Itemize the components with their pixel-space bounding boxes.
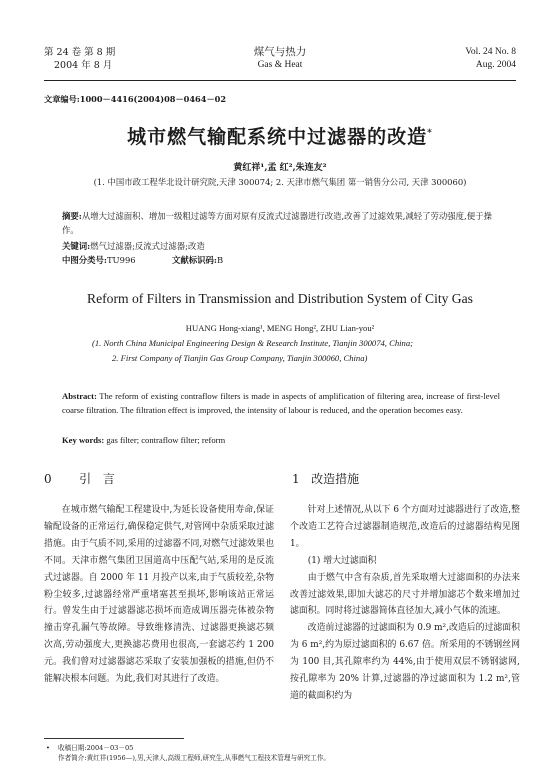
abstract-cn-label: 摘要: — [62, 211, 82, 221]
clc-label: 中图分类号: — [62, 255, 107, 265]
date-cn: 2004 年 8 月 — [54, 60, 113, 71]
keywords-cn-label: 关键词: — [62, 241, 91, 251]
keywords-cn — [62, 240, 205, 252]
title-cn — [0, 122, 560, 149]
section-0-title: 引 言 — [79, 472, 119, 486]
abstract-cn-text: 从增大过滤面积、增加一级粗过滤等方面对原有反流式过滤器进行改造,改善了过滤效果,减轻了劳动强度,便于操作。 — [62, 211, 492, 235]
title-cn-text: 城市燃气输配系统中过滤器的改造 — [127, 126, 428, 148]
document-code-value: B — [216, 255, 224, 265]
reform-paragraph-3: 改造前过滤器的过滤面积为 0.9 m²,改造后的过滤面积为 6 m²,约为原过滤面积的 6.67 倍。所采用的不锈钢丝网为 100 目,其孔隙率约为 44%,由于使用双层不锈钢滤网,按孔隙率为 20% 计算,过滤器的净过滤面积为 1.2 m²,管道的截面积约为 — [290, 623, 520, 701]
authors-cn: 黄红祥¹,孟 红²,朱连友² — [233, 163, 327, 173]
footnote-bullet: • — [46, 744, 50, 752]
title-footnote-mark: * — [427, 128, 433, 139]
abstract-cn — [62, 210, 498, 237]
left-column — [44, 502, 274, 688]
reform-paragraph-1: 针对上述情况,从以下 6 个方面对过滤器进行了改造,整个改造工艺符合过滤器制造规范,改造后的过滤器结构见图 1。 — [290, 505, 520, 549]
header-rule — [44, 80, 516, 81]
right-column — [290, 502, 520, 705]
header-right — [465, 46, 516, 72]
document-code — [172, 254, 223, 266]
keywords-en-label: Key words: — [62, 435, 105, 445]
title-en: Reform of Filters in Transmission and Distribution System of City Gas — [87, 291, 473, 306]
header-center — [44, 46, 516, 72]
subheading-increase-area: (1) 增大过滤面积 — [307, 555, 377, 566]
abstract-en-text: The reform of existing contraflow filters is made in aspects of amplification of filtering area, increase of first-level coarse filtration. The filtration effect is improved, the intensity of labour is reduced, and the operation becomes easy. — [62, 391, 500, 415]
footnote-received: • 收稿日期:2004－03－05 — [46, 744, 134, 752]
reform-paragraph-2: 由于燃气中含有杂质,首先采取增大过滤面积的办法来改善过滤效果,即加大滤芯的尺寸并增加滤芯个数来增加过滤面积。同时将过滤器简体直径加大,减小气体的流速。 — [290, 572, 520, 617]
intro-paragraph: 在城市燃气输配工程建设中,为延长设备使用寿命,保证输配设备的正常运行,确保稳定供气,对管网中杂质采取过滤措施。由于气质不同,采用的过滤器不同,对燃气过滤效果也不同。天津市燃气集团卫国道高中压配气站,采用的是反流式过滤器。自 2000 年 11 月投产以来,由于气质较差,杂物粉尘较多,过滤器经常严重堵塞甚至损坏,影响该站正常运行。曾发生由于过滤器滤芯损坏而造成调压器壳体被杂物撞击穿孔漏气等故障。导致维修清洗、过滤器更换滤芯频次高,劳动强度大,更换滤芯费用也很高,一套滤芯约 1 200 元。我们曾对过滤器滤芯采取了安装加强板的措施,但仍不能解决根本问题。为此,我们对其进行了改造。 — [44, 505, 274, 685]
journal-name-en: Gas & Heat — [257, 60, 303, 70]
footnote-author-bio: 作者简介:黄红祥(1956—),男,天津人,高级工程师,研究生,从事燃气工程技术管理与研究工作。 — [58, 754, 331, 762]
running-header — [44, 46, 516, 76]
footnote-rule — [44, 738, 184, 739]
section-1-title: 改造措施 — [311, 472, 360, 486]
affiliation-en-1: (1. North China Municipal Engineering Design & Research Institute, Tianjin 300074, China; — [92, 338, 413, 348]
affiliation-en-2: 2. First Company of Tianjin Gas Group Company, Tianjin 300060, China) — [112, 353, 368, 363]
abstract-en-label: Abstract: — [62, 391, 97, 401]
section-0-heading — [44, 470, 119, 487]
clc-number: TU996 — [106, 255, 136, 265]
document-code-label: 文献标识码: — [172, 255, 217, 265]
keywords-en-text: gas filter; contraflow filter; reform — [104, 435, 226, 445]
volume-cn: 第 24 卷 第 8 期 — [44, 47, 116, 58]
volume-en: Vol. 24 No. 8 — [465, 47, 516, 57]
abstract-en — [62, 390, 500, 417]
date-en: Aug. 2004 — [475, 60, 516, 70]
keywords-en — [62, 435, 225, 445]
keywords-cn-text: 燃气过滤器;反流式过滤器;改造 — [90, 241, 205, 251]
section-1-heading — [292, 470, 359, 487]
article-number: 文章编号:1000－4416(2004)08－0464－02 — [44, 94, 227, 104]
journal-name-cn: 煤气与热力 — [253, 46, 307, 58]
section-1-number: 1 — [292, 472, 300, 486]
classification-cn — [62, 254, 224, 266]
authors-en: HUANG Hong-xiang¹, MENG Hong², ZHU Lian-you² — [185, 323, 375, 333]
section-0-number: 0 — [44, 472, 56, 486]
affiliation-cn: (1. 中国市政工程华北设计研究院,天津 300074; 2. 天津市燃气集团 第一销售分公司, 天津 300060) — [93, 177, 467, 187]
